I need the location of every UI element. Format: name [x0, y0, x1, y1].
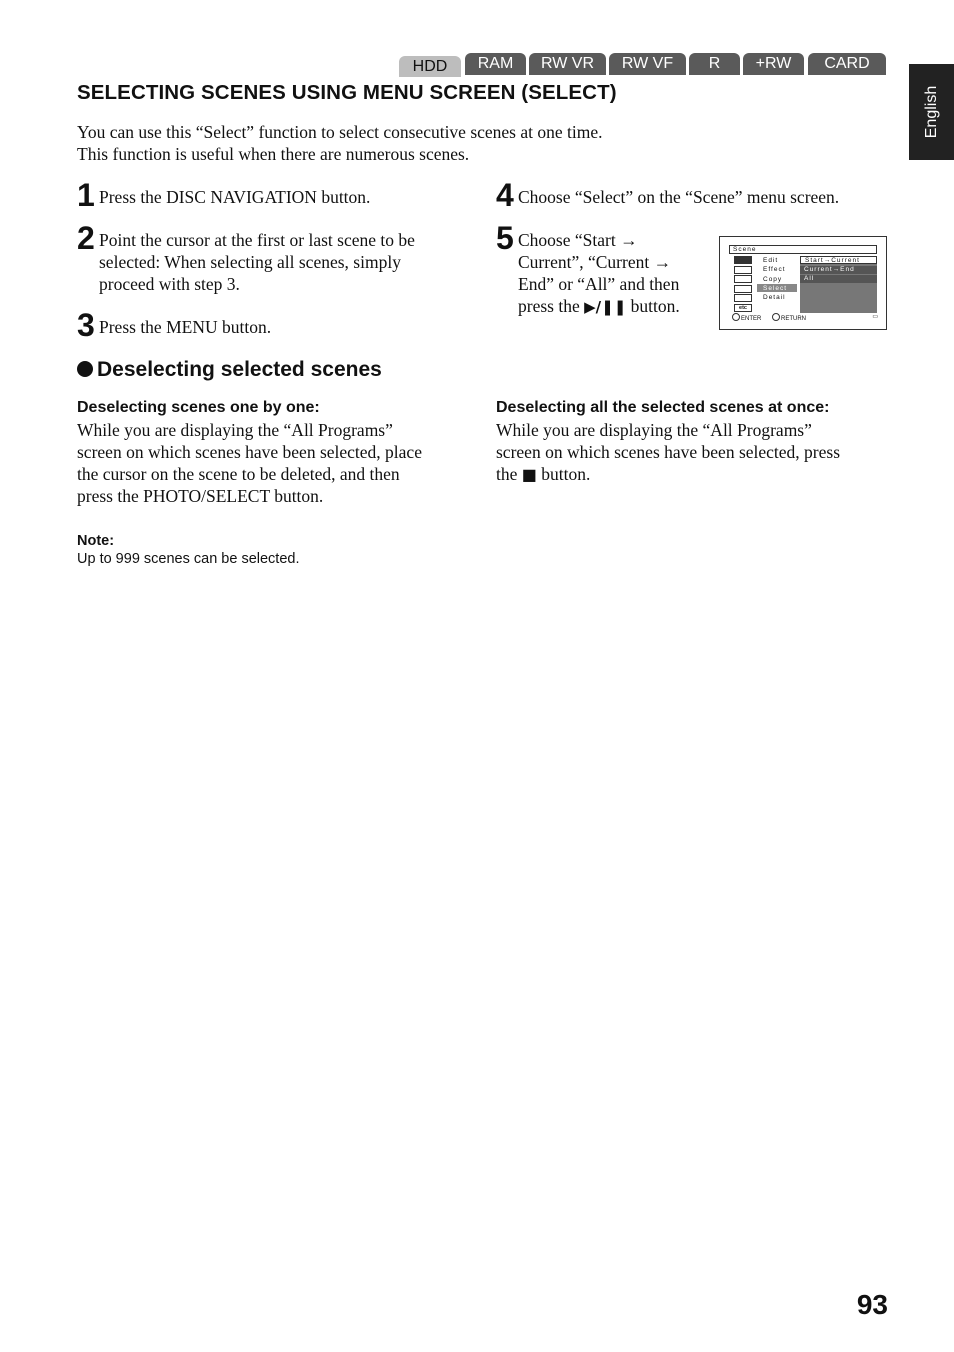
- media-tab-rw-vr: RW VR: [529, 53, 606, 75]
- intro-line-1: You can use this “Select” function to select consecutive scenes at one time.: [77, 122, 603, 142]
- deselect-one-text: [77, 419, 477, 507]
- play-pause-icon: ▶/❚❚: [584, 298, 627, 316]
- menu-icon-column: [734, 256, 753, 312]
- bullet-icon: [77, 361, 93, 377]
- disc-icon: [734, 294, 752, 302]
- goto-icon: [734, 285, 752, 293]
- text-line: the cursor on the scene to be deleted, and then: [77, 464, 400, 484]
- etc-icon: etc: [734, 304, 752, 312]
- text-line: screen on which scenes have been selected, press: [496, 442, 841, 462]
- option-all: All: [800, 275, 877, 283]
- playlist-icon: [734, 275, 752, 283]
- text-line: press the PHOTO/SELECT button.: [77, 486, 324, 506]
- return-label: RETURN: [781, 316, 806, 322]
- enter-hint: [732, 313, 761, 323]
- option-current-end: Current→End: [800, 266, 877, 274]
- media-tab-plus-rw: +RW: [743, 53, 804, 75]
- text-line: [496, 463, 896, 486]
- step-text-line: selected: When selecting all scenes, simply: [99, 252, 401, 272]
- step-text-line: proceed with step 3.: [99, 274, 240, 294]
- menu-item-select: Select: [757, 284, 797, 292]
- step-text-line: [518, 295, 680, 318]
- media-tab-r: R: [689, 53, 740, 75]
- battery-icon: ▭: [872, 314, 878, 320]
- stop-icon: ■: [521, 465, 537, 484]
- intro-text: [77, 121, 717, 165]
- step-text: Press the MENU button.: [99, 317, 272, 337]
- step-text-line: Point the cursor at the first or last scene to be: [99, 230, 415, 250]
- language-tab: [909, 64, 954, 160]
- step-number: 3: [77, 307, 95, 343]
- step-text-fragment: press the: [518, 296, 585, 316]
- menu-item-effect: Effect: [763, 266, 786, 274]
- step-text-line: End” or “All” and then: [518, 274, 680, 294]
- menu-item-list: [757, 256, 797, 302]
- step-number: 1: [77, 177, 95, 213]
- media-tab-rw-vf: RW VF: [609, 53, 686, 75]
- enter-label: ENTER: [741, 316, 762, 322]
- deselect-all-text: [496, 419, 896, 486]
- deselect-one-heading: Deselecting scenes one by one:: [77, 399, 320, 416]
- step-text: [518, 229, 680, 318]
- menu-item-copy: Copy: [763, 275, 783, 283]
- intro-line-2: This function is useful when there are numerous scenes.: [77, 144, 470, 164]
- step-text: [99, 229, 415, 295]
- submenu-panel: [800, 256, 877, 313]
- step-text-line: Current”, “Current →: [518, 252, 672, 272]
- return-button-icon: [772, 313, 780, 321]
- media-tab-hdd: HDD: [399, 56, 461, 77]
- step-text: Choose “Select” on the “Scene” menu screen.: [518, 187, 840, 207]
- step-text-fragment: button.: [626, 296, 680, 316]
- step-text: Press the DISC NAVIGATION button.: [99, 187, 371, 207]
- deselect-all-heading: Deselecting all the selected scenes at once:: [496, 399, 830, 416]
- enter-button-icon: [732, 313, 740, 321]
- menu-screen-title: Scene: [729, 245, 877, 254]
- note-heading: Note:: [77, 533, 115, 549]
- media-tab-card: CARD: [808, 53, 886, 75]
- note-text: Up to 999 scenes can be selected.: [77, 551, 300, 567]
- text-fragment: button.: [536, 464, 591, 484]
- return-hint: [772, 313, 806, 323]
- step-number: 5: [496, 220, 514, 256]
- page-title: SELECTING SCENES USING MENU SCREEN (SELECT): [77, 81, 617, 104]
- option-start-current: Start→Current: [800, 256, 877, 264]
- step-number: 4: [496, 177, 514, 213]
- text-fragment: the: [496, 464, 522, 484]
- scene-icon: [734, 256, 752, 264]
- text-line: screen on which scenes have been selected, place: [77, 442, 422, 462]
- language-label: English: [922, 85, 940, 139]
- text-line: While you are displaying the “All Programs”: [496, 420, 812, 440]
- step-text-line: Choose “Start →: [518, 230, 638, 250]
- page-number: 93: [856, 1289, 888, 1320]
- menu-item-detail: Detail: [763, 294, 786, 302]
- section-title-deselecting: [77, 358, 382, 382]
- program-icon: [734, 266, 752, 274]
- text-line: While you are displaying the “All Programs”: [77, 420, 393, 440]
- section-title-text: Deselecting selected scenes: [97, 358, 382, 381]
- menu-item-edit: Edit: [763, 257, 779, 264]
- step-number: 2: [77, 220, 95, 256]
- menu-screen-illustration: [719, 236, 887, 330]
- media-tab-ram: RAM: [465, 53, 526, 75]
